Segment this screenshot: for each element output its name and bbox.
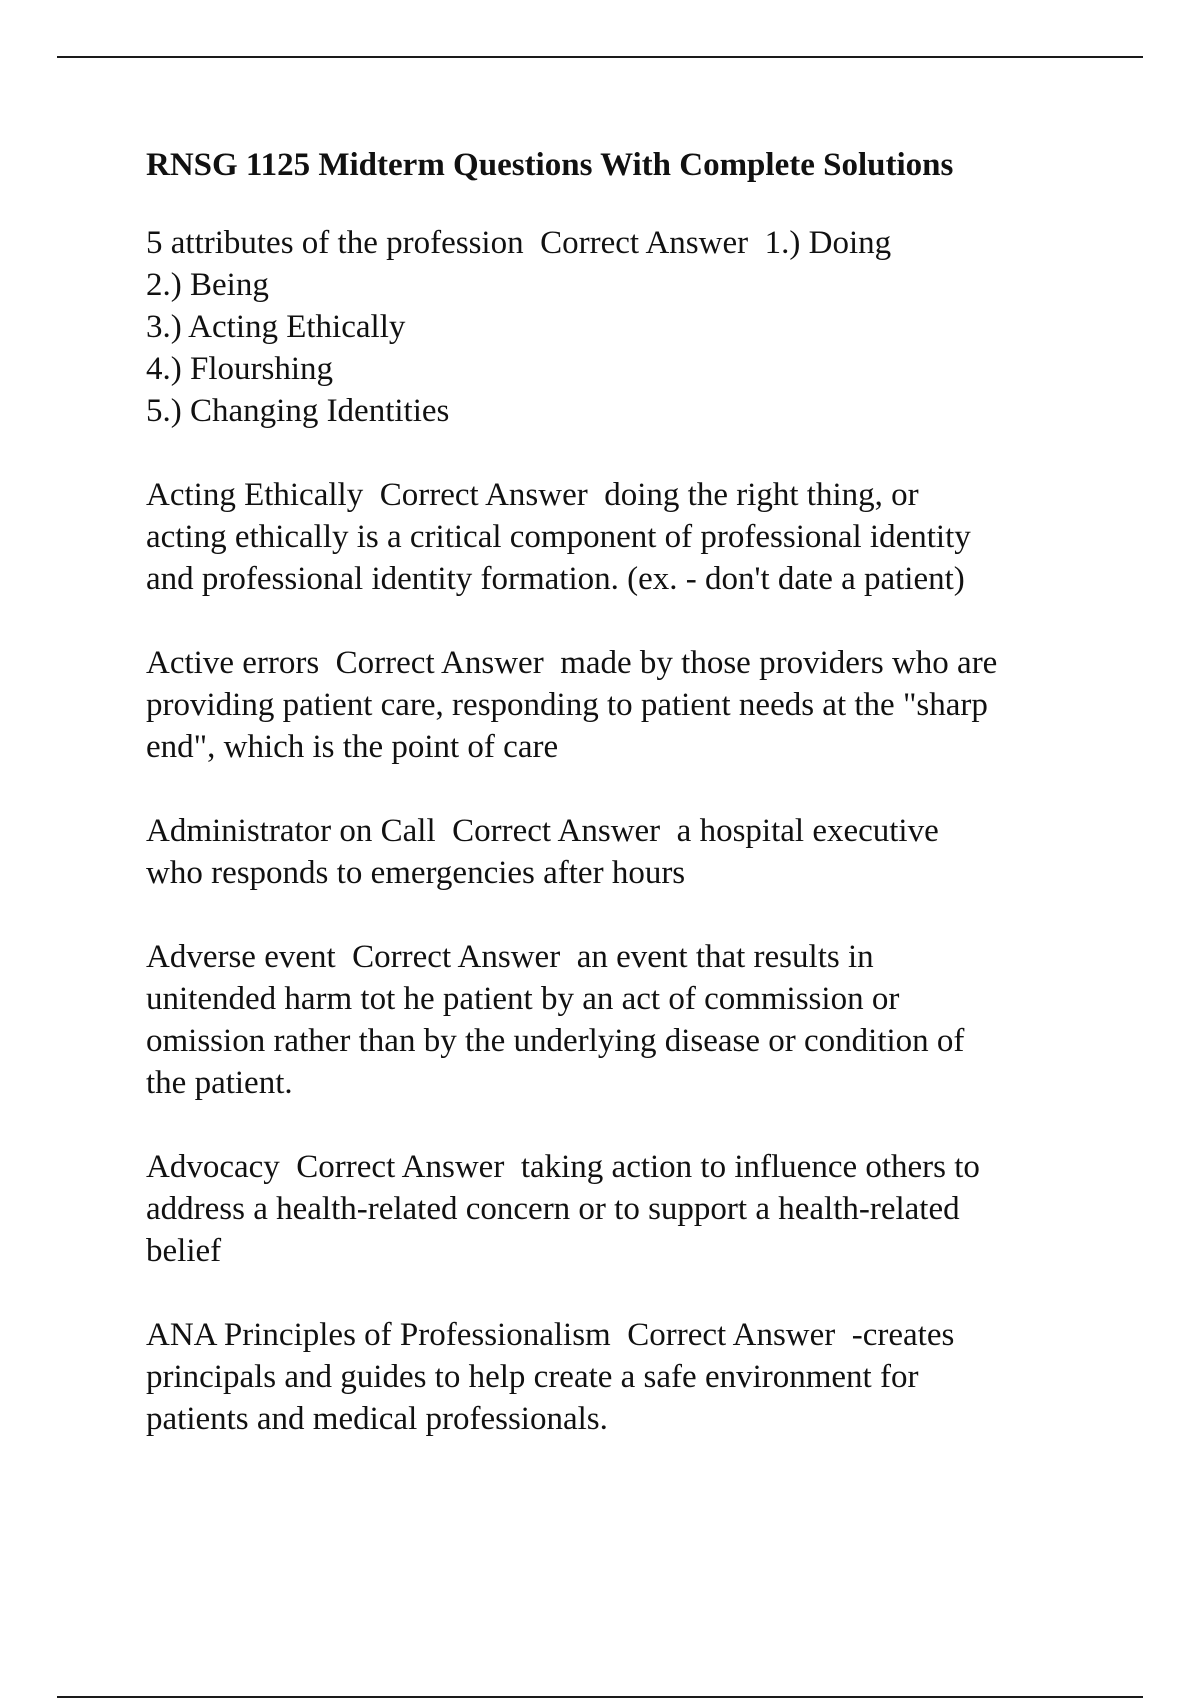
entry-term: Adverse event: [146, 939, 336, 975]
document-body: [146, 144, 1106, 1482]
qa-entry: [146, 474, 1106, 600]
entry-answer: taking action to influence others to address a health-related concern or to support a health-related belief: [146, 1149, 980, 1269]
qa-entry: [146, 1314, 1106, 1440]
entry-term: Advocacy: [146, 1149, 280, 1185]
answer-label: Correct Answer: [379, 477, 588, 513]
entry-term: Acting Ethically: [146, 477, 364, 513]
qa-entry: [146, 642, 1106, 768]
entry-term: 5 attributes of the profession: [146, 225, 524, 261]
entry-term: Active errors: [146, 645, 320, 681]
entry-term: Administrator on Call: [146, 813, 436, 849]
entry-answer: a hospital executive who responds to emergencies after hours: [146, 813, 939, 891]
answer-label: Correct Answer: [335, 645, 544, 681]
top-divider: [57, 56, 1143, 58]
answer-label: Correct Answer: [627, 1317, 836, 1353]
entry-answer: an event that results in unitended harm tot he patient by an act of commission or omission rather than by the underlying disease or condition of the patient.: [146, 939, 965, 1101]
document-title: RNSG 1125 Midterm Questions With Complete Solutions: [146, 147, 954, 183]
qa-entry: [146, 1146, 1106, 1272]
entry-term: ANA Principles of Professionalism: [146, 1317, 611, 1353]
answer-label: Correct Answer: [296, 1149, 505, 1185]
answer-label: Correct Answer: [352, 939, 561, 975]
answer-label: Correct Answer: [452, 813, 661, 849]
qa-entry: [146, 936, 1106, 1104]
qa-entry: [146, 810, 1106, 894]
answer-label: Correct Answer: [540, 225, 749, 261]
entry-answer: 1.) Doing 2.) Being 3.) Acting Ethically 4.) Flourshing 5.) Changing Identities: [146, 225, 892, 429]
qa-entry: [146, 222, 1106, 432]
entry-answer: -creates principals and guides to help create a safe environment for patients and medical professionals.: [146, 1317, 955, 1437]
bottom-divider: [57, 1696, 1143, 1698]
entry-answer: made by those providers who are providing patient care, responding to patient needs at the "sharp end", which is the point of care: [146, 645, 998, 765]
entry-answer: doing the right thing, or acting ethically is a critical component of professional identity and professional identity formation. (ex. - don't date a patient): [146, 477, 971, 597]
